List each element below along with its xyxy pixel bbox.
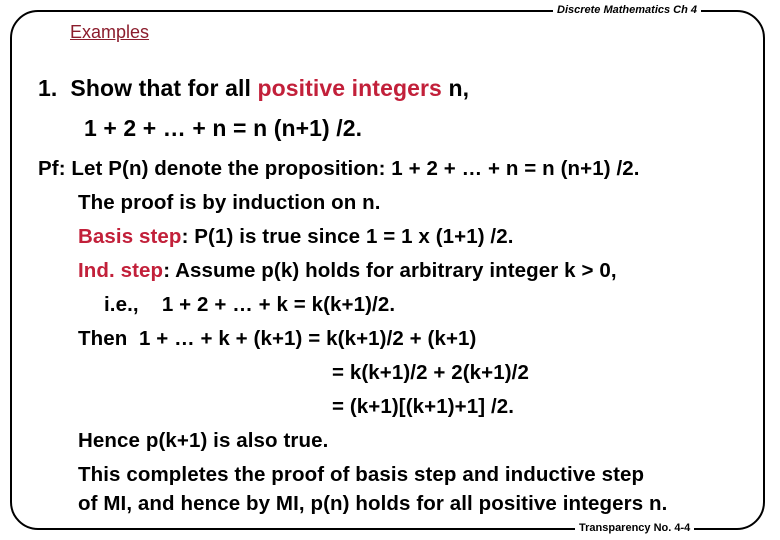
basis-label: Basis step (78, 225, 182, 248)
section-title: Examples (66, 22, 153, 43)
conclusion-line-1: This completes the proof of basis step and inductive step (78, 463, 645, 486)
problem-formula: 1 + 2 + … + n = n (n+1) /2. (84, 115, 363, 141)
equation-line-1: = k(k+1)/2 + 2(k+1)/2 (332, 361, 529, 384)
hence-line: Hence p(k+1) is also true. (78, 429, 329, 452)
equation-line-2: = (k+1)[(k+1)+1] /2. (332, 395, 515, 418)
problem-number: 1. (38, 75, 58, 101)
problem-statement (38, 75, 469, 102)
ie-line: i.e., 1 + 2 + … + k = k(k+1)/2. (104, 293, 396, 316)
conclusion-line-2: of MI, and hence by MI, p(n) holds for all positive integers n. (78, 492, 668, 515)
basis-step (78, 225, 514, 249)
then-line: Then 1 + … + k + (k+1) = k(k+1)/2 + (k+1) (78, 327, 477, 350)
problem-tail: n, (441, 75, 470, 101)
course-header: Discrete Mathematics Ch 4 (553, 4, 701, 16)
proof-line-2: The proof is by induction on n. (78, 191, 381, 214)
ind-text: : Assume p(k) holds for arbitrary integer k > 0, (163, 259, 617, 282)
problem-lead: Show that for all (70, 75, 258, 101)
transparency-number: Transparency No. 4-4 (575, 522, 694, 534)
basis-text: : P(1) is true since 1 = 1 x (1+1) /2. (181, 225, 514, 248)
ind-label: Ind. step (78, 259, 164, 282)
problem-highlight: positive integers (257, 75, 442, 101)
ind-step (78, 259, 617, 283)
proof-line-1: Pf: Let P(n) denote the proposition: 1 + 2 + … + n = n (n+1) /2. (38, 157, 640, 180)
